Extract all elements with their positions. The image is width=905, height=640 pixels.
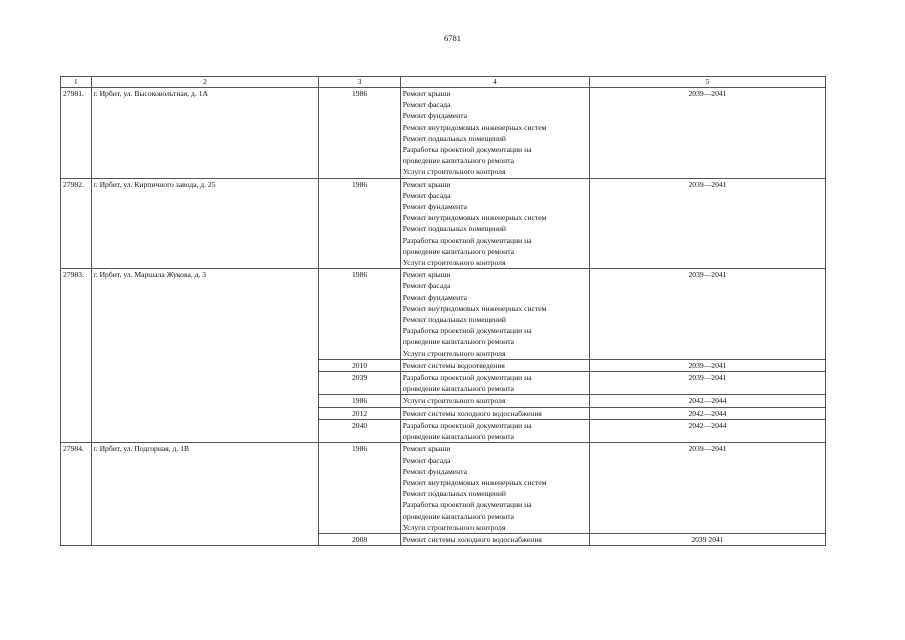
work-item: Разработка проектной документации на	[402, 145, 532, 155]
works-cell	[400, 443, 589, 534]
work-item: Услуги строительного контроля	[402, 258, 506, 268]
year-cell: 2012	[319, 407, 400, 419]
year-cell: 1986	[319, 269, 400, 360]
period-cell: 2039 2041	[589, 533, 825, 545]
year-cell: 2040	[319, 419, 400, 442]
work-item: Ремонт крыши	[402, 270, 451, 280]
work-item: Разработка проектной документации на	[402, 373, 532, 383]
work-item: Ремонт внутридомовых инженерных систем	[402, 477, 547, 487]
address-cell: г. Ирбит, ул. Маршала Жукова, д. 3	[91, 269, 319, 443]
year-cell: 1986	[319, 395, 400, 407]
year-cell: 2010	[319, 359, 400, 371]
work-item: проведение капитального ремонта	[402, 384, 515, 394]
year-cell: 1986	[319, 443, 400, 534]
work-item: Ремонт системы холодного водоснабжения	[402, 408, 542, 418]
work-item: Ремонт крыши	[402, 89, 451, 98]
row-number: 27984.	[61, 443, 92, 546]
address-cell: г. Ирбит, ул. Кирпичного завода, д. 25	[91, 178, 319, 269]
table-row	[61, 443, 826, 534]
work-item: Ремонт фасада	[402, 281, 451, 291]
period-cell: 2039—2041	[589, 178, 825, 269]
period-cell: 2042—2044	[589, 419, 825, 442]
work-item: Ремонт фундамента	[402, 202, 467, 212]
column-number-4: 4	[400, 77, 589, 88]
address-cell: г. Ирбит, ул. Высоковольтная, д. 1А	[91, 88, 319, 179]
table-row	[61, 269, 826, 360]
address-cell: г. Ирбит, ул. Подгорная, д. 1В	[91, 443, 319, 546]
work-item: Разработка проектной документации на	[402, 326, 532, 336]
work-item: Разработка проектной документации на	[402, 235, 532, 245]
work-item: проведение капитального ремонта	[402, 432, 515, 442]
work-item: Услуги строительного контроля	[402, 396, 506, 406]
work-item: проведение капитального ремонта	[402, 337, 515, 347]
works-cell	[400, 407, 589, 419]
works-cell	[400, 269, 589, 360]
work-item: Ремонт подвальных помещений	[402, 315, 506, 325]
row-number: 27983.	[61, 269, 92, 443]
column-number-2: 2	[91, 77, 319, 88]
column-number-3: 3	[319, 77, 400, 88]
work-item: Ремонт крыши	[402, 444, 451, 454]
work-item: Услуги строительного контроля	[402, 348, 506, 358]
work-item: Ремонт системы холодного водоснабжения	[402, 534, 542, 544]
work-item: Разработка проектной документации на	[402, 420, 532, 430]
period-cell: 2039—2041	[589, 443, 825, 534]
work-item: проведение капитального ремонта	[402, 156, 515, 166]
work-item: Ремонт крыши	[402, 179, 451, 189]
period-cell: 2042—2044	[589, 407, 825, 419]
work-item: Ремонт внутридомовых инженерных систем	[402, 213, 547, 223]
period-cell: 2042—2044	[589, 395, 825, 407]
period-cell: 2039—2041	[589, 269, 825, 360]
column-number-5: 5	[589, 77, 825, 88]
works-cell	[400, 88, 589, 179]
work-item: Ремонт подвальных помещений	[402, 133, 506, 143]
work-item: Ремонт фасада	[402, 100, 451, 110]
row-number: 27981.	[61, 88, 92, 179]
period-cell: 2039—2041	[589, 359, 825, 371]
work-item: Разработка проектной документации на	[402, 500, 532, 510]
column-number-row	[61, 77, 826, 88]
works-cell	[400, 419, 589, 442]
table-row	[61, 178, 826, 269]
work-item: Ремонт внутридомовых инженерных систем	[402, 122, 547, 132]
period-cell: 2039—2041	[589, 88, 825, 179]
works-cell	[400, 372, 589, 395]
work-item: проведение капитального ремонта	[402, 511, 515, 521]
row-number: 27982.	[61, 178, 92, 269]
works-cell	[400, 395, 589, 407]
year-cell: 2008	[319, 533, 400, 545]
work-item: Услуги строительного контроля	[402, 522, 506, 532]
table-row	[61, 88, 826, 179]
work-item: Ремонт фасада	[402, 190, 451, 200]
year-cell: 1986	[319, 178, 400, 269]
work-item: Ремонт фундамента	[402, 292, 467, 302]
work-item: проведение капитального ремонта	[402, 246, 515, 256]
column-number-1: 1	[61, 77, 92, 88]
work-item: Ремонт фундамента	[402, 111, 467, 121]
work-item: Ремонт внутридомовых инженерных систем	[402, 303, 547, 313]
works-cell	[400, 533, 589, 545]
page-number: 6781	[444, 33, 461, 43]
work-item: Ремонт фасада	[402, 455, 451, 465]
capital-repair-table	[60, 76, 826, 546]
year-cell: 2039	[319, 372, 400, 395]
work-item: Ремонт фундамента	[402, 466, 467, 476]
period-cell: 2039—2041	[589, 372, 825, 395]
work-item: Ремонт подвальных помещений	[402, 224, 506, 234]
work-item: Ремонт подвальных помещений	[402, 489, 506, 499]
works-cell	[400, 178, 589, 269]
work-item: Услуги строительного контроля	[402, 167, 506, 177]
year-cell: 1986	[319, 88, 400, 179]
works-cell	[400, 359, 589, 371]
work-item: Ремонт системы водоотведения	[402, 360, 505, 370]
